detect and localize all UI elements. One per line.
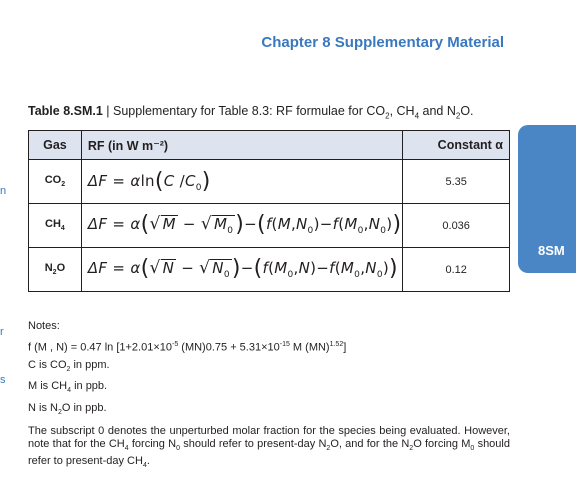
table-row (29, 248, 510, 292)
caption-text: and N (419, 104, 456, 118)
gas-cell: $N_2O$ (29, 248, 82, 292)
table-header-row (29, 131, 510, 160)
caption-subscript: 2 (385, 111, 390, 121)
table-caption (28, 104, 474, 121)
note-f-definition: f (M , N) = 0.47 $\ln [1+2.01\times 10^{-5}$ $(MN)0.75 + 5.31\times 10^{-15}$ M (MN)$^{1.52}$] (28, 340, 347, 354)
rf-column-header: RF (in W m⁻²) (81, 131, 402, 160)
note-m-definition: M is $CH_4$ in ppb. (28, 380, 108, 395)
caption-text: O. (460, 104, 474, 118)
note-subscript-explanation: The subscript 0 denotes the unperturbed molar fraction for the species being evaluated. However, note that for the $CH_4$ forcing $N_0$ should refer to present-day $N_2O$, and for the $N_2O$ forcing $M_0$ should refer to present-day $CH_4$. (28, 424, 510, 470)
gas-column-header: Gas (29, 131, 82, 160)
chapter-header: Chapter 8 Supplementary Material (261, 34, 504, 51)
caption-text: , CH (389, 104, 415, 118)
caption-subscript: 4 (414, 111, 420, 121)
table-row (29, 204, 510, 248)
constant-cell: 0.036 (403, 204, 510, 248)
gas-cell: $CO_2$ (29, 160, 82, 204)
note-n-definition: N is $N_2O$ in ppb. (28, 402, 107, 417)
constant-cell: 5.35 (403, 160, 510, 204)
constant-cell: 0.12 (403, 248, 510, 292)
ch4-formula: ΔF = α(√ M − √ $M_0)-(f(M,N_0)-f(M_0,N_0))$ (87, 212, 402, 237)
margin-fragment: n (0, 185, 7, 197)
margin-fragment: r (0, 326, 4, 338)
table-notes (28, 318, 510, 472)
note-c-definition: C is $CO_2$ in ppm. (28, 358, 110, 373)
formula-cell (81, 248, 402, 292)
margin-fragment: s (0, 374, 6, 386)
side-tab-label: 8SM (538, 243, 565, 258)
formula-cell (81, 160, 402, 204)
table-row (29, 160, 510, 204)
constant-column-header: Constant α (403, 131, 510, 160)
co2-formula: ΔF = αln(C $/C_0$) (87, 169, 211, 194)
notes-heading: Notes: (28, 320, 60, 332)
n2o-formula: ΔF = α(√ N − √ $N_0)-(f(M_0,N)-f(M_0,N_0))$ (87, 256, 398, 281)
caption-subscript: 2 (455, 111, 461, 121)
gas-cell: $CH_4$ (29, 204, 82, 248)
table-number: Table 8.SM.1 (28, 104, 103, 118)
formula-cell (81, 204, 402, 248)
rf-formulae-table (28, 130, 510, 292)
caption-text: Supplementary for Table 8.3: RF formulae for CO (113, 104, 386, 118)
caption-separator: | (102, 104, 113, 118)
